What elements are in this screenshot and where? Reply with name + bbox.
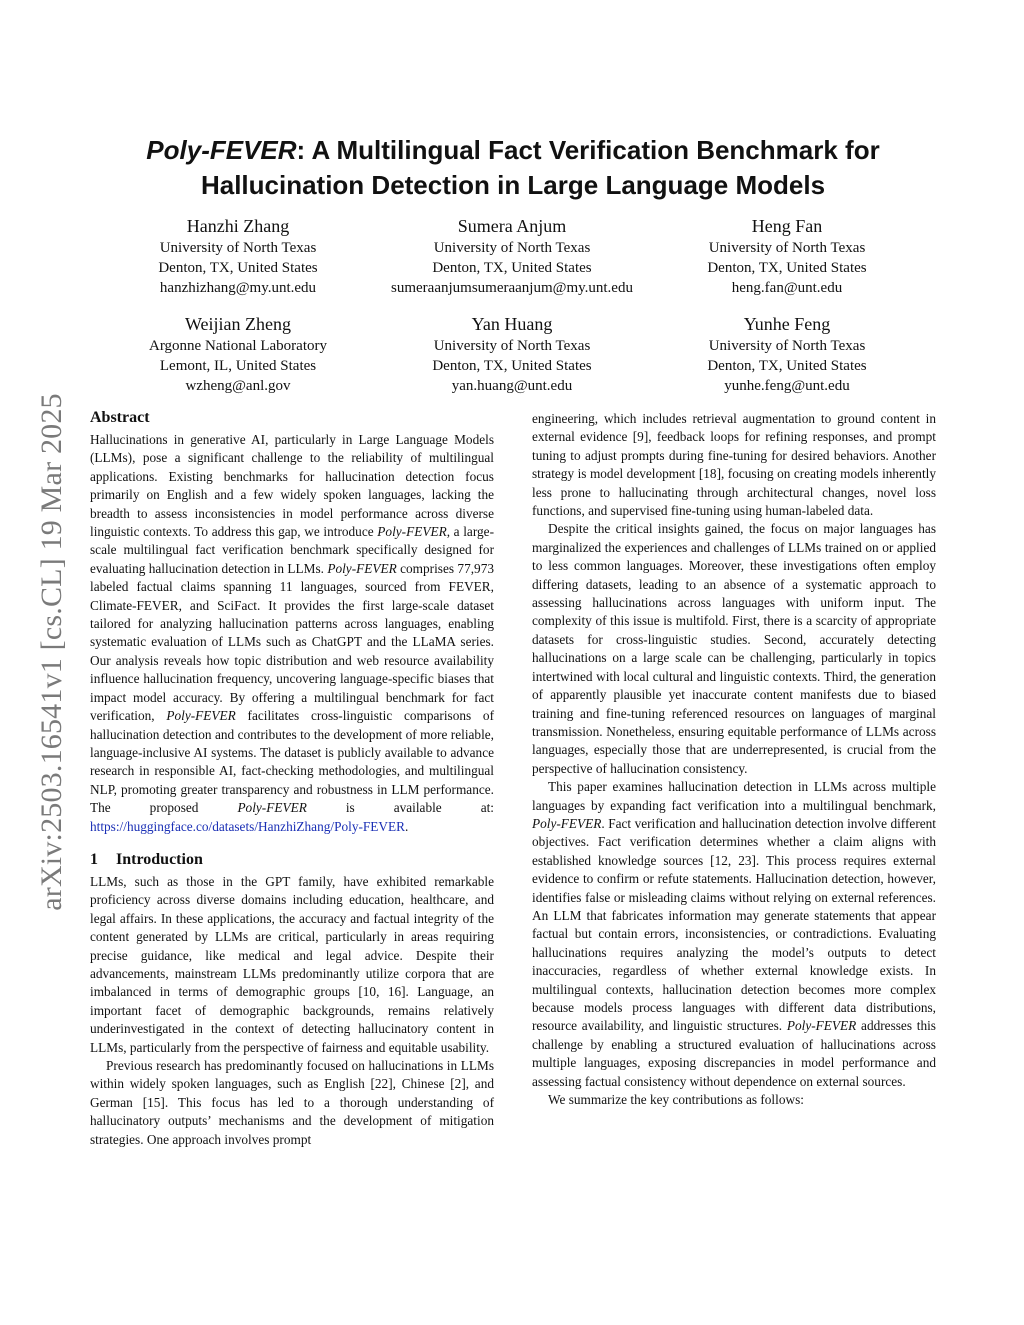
author-email: yan.huang@unt.edu	[451, 378, 573, 394]
abstract-part: comprises 77,973 labeled factual claims spanning 11 languages, sourced from FEVER, Climate-FEVER, and SciFact. It provides the first large-scale dataset tailored for analyzing hallucination patterns across languages, enabling systematic evaluation of LLMs such as ChatGPT and the LLaMA series. Our analysis reveals how topic distribution and web resource availability influence hallucination frequency, uncovering language-specific biases that impact model accuracy. By offering a multilingual benchmark for fact verification,	[90, 560, 494, 724]
intro-heading	[90, 850, 494, 870]
dataset-link[interactable]: https://huggingface.co/datasets/HanzhiZhang/Poly-FEVER	[90, 818, 406, 834]
abstract-part: facilitates cross-linguistic comparisons of hallucination detection and contributes to the development of more reliable, language-inclusive AI systems. The dataset is publicly available to advance research in responsible AI, fact-checking methodologies, and multilingual NLP, promoting greater transparency and robustness in LLM performance. The proposed	[90, 708, 495, 816]
intro-paragraph: Previous research has predominantly focused on hallucinations in LLMs within widely spoken languages, such as English [22], Chinese [2], and German [15]. This focus has led to a thorough understanding of hallucinatory outputs’ mechanisms and the development of mitigation strategies. One approach involves prompt	[90, 1058, 494, 1147]
author-email: sumeraanjumsumeraanjum@my.unt.edu	[391, 280, 633, 296]
section-title: Introduction	[116, 850, 203, 868]
author-affiliation: University of North Texas	[433, 338, 591, 354]
abstract-part: is available at:	[306, 800, 494, 816]
author-location: Denton, TX, United States	[158, 260, 318, 276]
author-affiliation: University of North Texas	[708, 240, 866, 256]
benchmark-name: Poly-FEVER	[786, 1018, 857, 1034]
left-column	[90, 408, 494, 1149]
intro-paragraph: LLMs, such as those in the GPT family, have exhibited remarkable proficiency across diverse domains including education, healthcare, and legal affairs. In these applications, the accuracy and factual integrity of the content generated by LLMs are critical, particularly in areas requiring precise guidance, like medical and legal advice. Despite their advancements, mainstream LLMs predominantly utilize corpora that are imbalanced in terms of demographic groups [10, 16]. Language, an important facet of demographic backgrounds, remains relatively underinvestigated in the context of detecting hallucinatory content in LLMs, particularly from the perspective of fairness and equitable usability.	[90, 873, 494, 1055]
author-name: Yan Huang	[471, 314, 553, 334]
author-location: Lemont, IL, United States	[159, 358, 317, 374]
body-paragraph	[532, 778, 936, 1091]
author-affiliation: University of North Texas	[708, 338, 866, 354]
paragraph-part: . Fact verification and hallucination detection involve different objectives. Fact verification determines whether a claim aligns with established knowledge sources [12, 23]. This process requires external evidence to confirm or refute statements. Hallucination detection, however, identifies false or misleading claims without relying on external references. An LLM that fabricates information may generate statements that appear factual but contain errors, inconsistencies, or contradictions. Evaluating hallucinations requires analyzing the model’s outputs to detect inaccuracies, regardless of whether external knowledge exists. In multilingual contexts, hallucination detection becomes more complex because models process languages with different data distributions, resource availability, and linguistic structures.	[532, 815, 936, 1034]
benchmark-name: Poly-FEVER	[237, 800, 307, 816]
author-affiliation: University of North Texas	[159, 240, 317, 256]
title-line1-rest: : A Multilingual Fact Verification Benchmark for	[296, 135, 880, 165]
author-email: wzheng@anl.gov	[185, 378, 291, 394]
body-paragraph: We summarize the key contributions as follows:	[548, 1092, 804, 1108]
author-location: Denton, TX, United States	[707, 358, 867, 374]
author-location: Denton, TX, United States	[432, 260, 592, 276]
abstract-part: Hallucinations in generative AI, particularly in Large Language Models (LLMs), pose a significant challenge to the reliability of multilingual applications. Existing benchmarks for hallucination detection focus primarily on English and a few widely spoken languages, lacking the breadth to assess inconsistencies in model performance across diverse linguistic contexts. To address this gap, we introduce	[90, 432, 494, 540]
body-paragraph: engineering, which includes retrieval augmentation to ground content in external evidence [9], feedback loops for refining responses, and prompt tuning to adjust prompts during fine-tuning for desired behaviors. Another strategy is model development [18], focusing on creating models inherently less prone to hallucinating through architectural changes, novel loss functions, and supervised fine-tuning using human-labeled data.	[532, 411, 936, 519]
author-block	[362, 215, 662, 298]
author-block	[637, 313, 937, 396]
author-block	[88, 313, 388, 396]
benchmark-name: Poly-FEVER	[532, 815, 602, 831]
body-paragraph: Despite the critical insights gained, the focus on major languages has marginalized the experiences and challenges of LLMs trained on or applied to less common languages. Moreover, these investigations often employ differing datasets, leading to an absence of a systematic approach to assessing hallucinations across languages with uniform input. The complexity of this issue is multifold. First, there is a scarcity of appropriate datasets for cross-linguistic studies. Second, accurately detecting hallucinations on a large scale can be challenging, particularly in topics intertwined with local cultural and linguistic contexts. Third, the generation of apparently plausible yet inaccurate content manifests due to biased training and fine-tuning referenced resources on languages of marginal transmission. Nonetheless, ensuring equitable performance of LLMs across languages, especially those that are underrepresented, is crucial from the perspective of hallucination consistency.	[532, 521, 936, 776]
author-affiliation: Argonne National Laboratory	[148, 338, 327, 354]
author-name: Weijian Zheng	[184, 314, 291, 334]
author-name: Heng Fan	[751, 216, 823, 236]
abstract-part: .	[405, 818, 409, 834]
right-column	[532, 410, 936, 1109]
title-line2: Hallucination Detection in Large Language Models	[200, 170, 826, 200]
author-location: Denton, TX, United States	[707, 260, 867, 276]
author-email: yunhe.feng@unt.edu	[724, 378, 850, 394]
abstract-part: , a large-scale multilingual fact verification benchmark specifically designed for evaluating hallucination detection in LLMs.	[90, 524, 494, 576]
author-email: heng.fan@unt.edu	[731, 280, 843, 296]
benchmark-name: Poly-FEVER	[166, 708, 236, 724]
author-name: Yunhe Feng	[743, 314, 831, 334]
benchmark-name: Poly-FEVER	[327, 560, 397, 576]
author-block	[88, 215, 388, 298]
paragraph-part: This paper examines hallucination detection in LLMs across multiple languages by expanding fact verification into a multilingual benchmark,	[532, 779, 936, 813]
abstract-text	[90, 431, 494, 836]
abstract-heading: Abstract	[90, 409, 150, 426]
paragraph-part: addresses this challenge by enabling a structured evaluation of hallucinations across multiple languages, exposing discrepancies in model performance and assessing factual consistency without dependence on external sources.	[532, 1018, 936, 1089]
paper-title	[90, 133, 936, 203]
benchmark-name: Poly-FEVER	[377, 524, 447, 540]
author-name: Hanzhi Zhang	[186, 216, 290, 236]
arxiv-identifier: arXiv:2503.16541v1 [cs.CL] 19 Mar 2025	[35, 393, 68, 911]
title-benchmark-name: Poly-FEVER	[146, 135, 297, 165]
author-name: Sumera Anjum	[457, 216, 567, 236]
author-location: Denton, TX, United States	[432, 358, 592, 374]
author-affiliation: University of North Texas	[433, 240, 591, 256]
author-block	[637, 215, 937, 298]
author-block	[362, 313, 662, 396]
section-number: 1	[90, 850, 98, 868]
author-email: hanzhizhang@my.unt.edu	[159, 280, 317, 296]
